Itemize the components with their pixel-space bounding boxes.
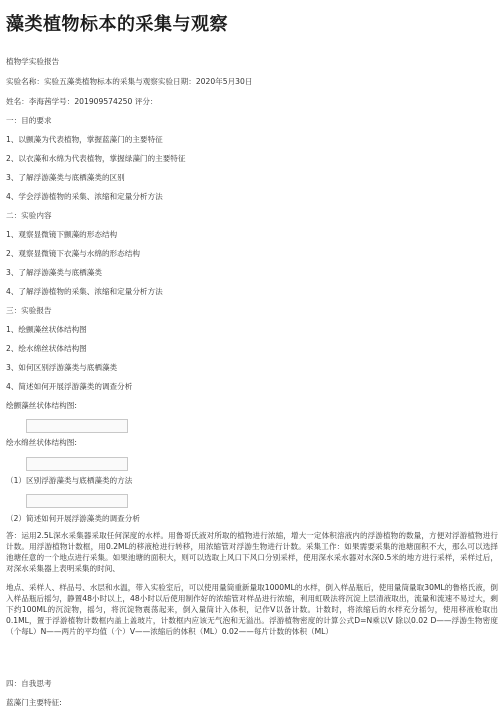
figure-label-spirogyra: 绘水绵丝状体结构图: xyxy=(6,438,77,447)
aim-item: 1、以颤藻为代表植物，掌握蓝藻门的主要特征 xyxy=(6,135,163,144)
content-item: 3、了解浮游藻类与底栖藻类 xyxy=(6,268,102,277)
section-heading-content: 二：实验内容 xyxy=(6,211,52,220)
section-heading-aims: 一：目的要求 xyxy=(6,116,52,125)
content-item: 1、观察显微镜下颤藻的形态结构 xyxy=(6,230,118,239)
content-item: 2、观察显微镜下衣藻与水绵的形态结构 xyxy=(6,249,140,258)
aim-item: 4、学会浮游植物的采集、浓缩和定量分析方法 xyxy=(6,192,163,201)
section-heading-reflection: 四：自我思考 xyxy=(6,679,52,688)
doc-type: 植物学实验报告 xyxy=(6,57,60,66)
aim-item: 3、了解浮游藻类与底栖藻类的区别 xyxy=(6,173,125,182)
section-heading-report: 三：实验报告 xyxy=(6,306,52,315)
figure-placeholder-oscillatoria xyxy=(26,419,128,433)
aim-item: 2、以衣藻和水绵为代表植物，掌握绿藻门的主要特征 xyxy=(6,154,186,163)
content-item: 4、了解浮游植物的采集、浓缩和定量分析方法 xyxy=(6,287,163,296)
report-item: 2、绘水绵丝状体结构图 xyxy=(6,344,87,353)
question-1: （1）区别浮游藻类与底栖藻类的方法 xyxy=(6,476,133,485)
answer-paragraph-2: 地点、采样人、样品号、水层和水温，带入实验室后，可以使用量筒重新量取1000ML的水样，倒入样品瓶后，使用量筒量取30ML的鲁格氏液，倒入样品瓶后摇匀，静置48小时以上，48小时以后使用制作好的浓缩管对样品进行浓缩，利用虹吸法将沉淀上层清液取出，流量和流速不易过大，剩下约100ML的沉淀物，摇匀，将沉淀物震荡起来，倒入量筒计入体积，记作V以备计数。计数时，将浓缩后的水样充分摇匀，使用移液枪取出0.1ML，置于浮游植物计数框内盖上盖玻片，计数框内应该无气泡和无溢出。浮游植物密度的计算公式D=N乘以V 除以0.02 D——浮游生物密度（个每L）N——两片的平均值（个）V——浓缩后的体积（ML）0.02——每片计数的体积（ML） xyxy=(6,583,498,636)
page-title: 藻类植物标本的采集与观察 xyxy=(6,14,228,35)
figure-placeholder-spirogyra xyxy=(26,457,128,471)
figure-label-oscillatoria: 绘颤藻丝状体结构图: xyxy=(6,401,77,410)
student-info: 姓名：李海茜学号：201909574250 评分： xyxy=(6,97,158,106)
experiment-meta: 实验名称：实验五藻类植物标本的采集与观察实验日期：2020年5月30日 xyxy=(6,77,253,86)
report-item: 1、绘颤藻丝状体结构图 xyxy=(6,325,87,334)
reflection-subheading: 蓝藻门主要特征: xyxy=(6,698,62,707)
question-2: （2）简述如何开展浮游藻类的调查分析 xyxy=(6,514,140,523)
report-item: 3、如何区别浮游藻类与底栖藻类 xyxy=(6,363,118,372)
report-item: 4、简述如何开展浮游藻类的调查分析 xyxy=(6,382,133,391)
answer-placeholder-1 xyxy=(26,494,128,508)
answer-paragraph-1: 答：运用2.5L深水采集器采取任何深度的水样。用鲁哥氏液对所取的植物进行浓缩，增大一定体积溶液内的浮游植物的数量，方便对浮游植物进行计数。用浮游植物计数框，用0.2ML的移液枪进行转移，用浓缩管对浮游生物进行计数。采集工作：如果需要采集的池塘面积不大，那么可以选择池塘任意的一个地点进行采集。如果池塘的面积大，则可以选取上风口下风口分别采样，使用深水采水器对水深0.5米的地方进行采样，采样过后，对深水采集器上表明采集的时间、 xyxy=(6,531,498,573)
